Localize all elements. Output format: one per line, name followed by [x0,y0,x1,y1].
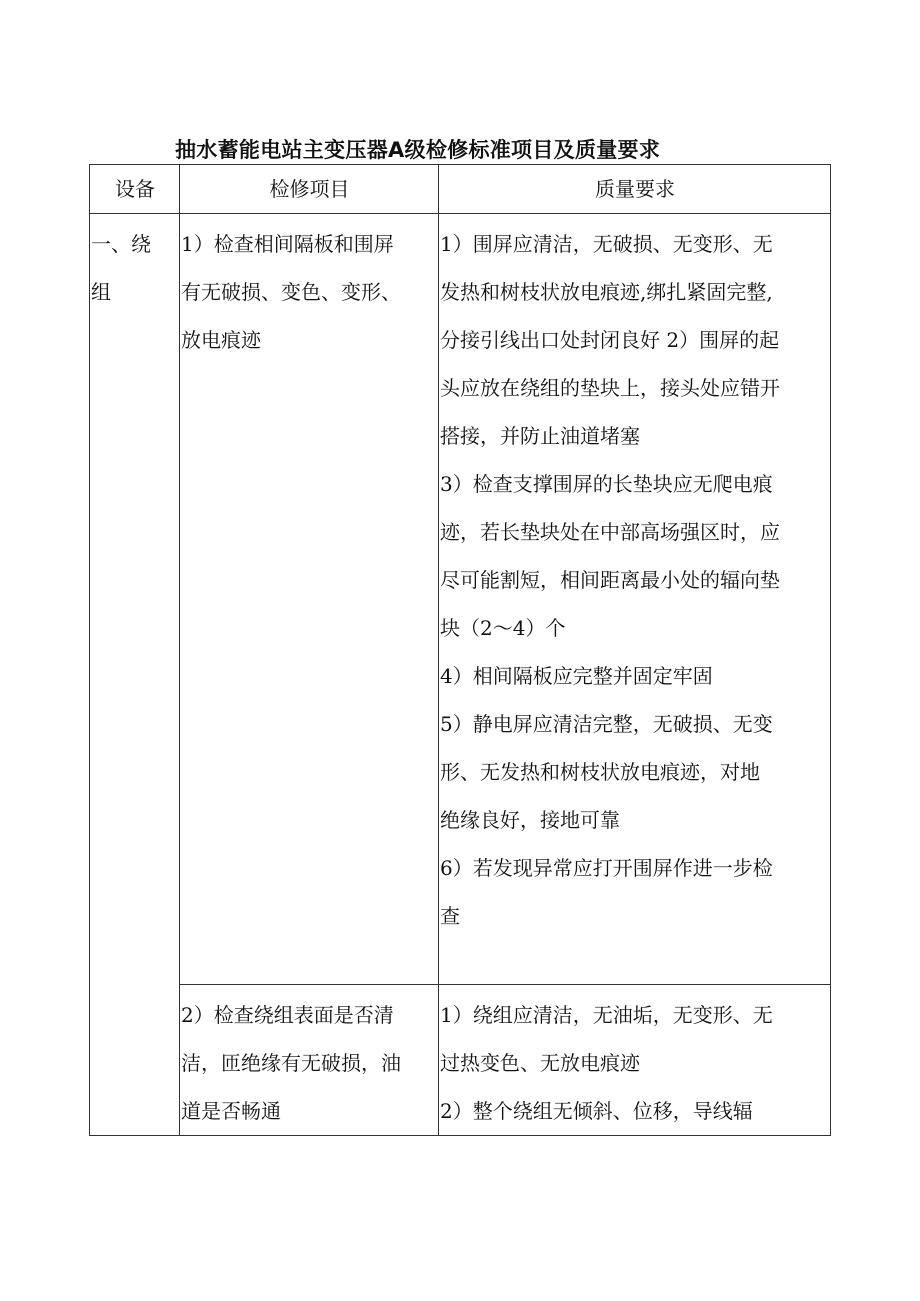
quality-line: 发热和树枝状放电痕迹,绑扎紧固完整, [440,280,773,304]
quality-line: 1）围屏应清洁，无破损、无变形、无 [440,232,773,256]
quality-line: 头应放在绕组的垫块上，接头处应错开 [440,376,780,400]
table-row [90,985,831,1136]
table-row [90,214,831,985]
quality-line: 迹，若长垫块处在中部高场强区时，应 [440,520,780,544]
item-line: 2）检查绕组表面是否清 [181,1003,394,1027]
inspection-item-cell [180,985,439,1136]
item-line: 1）检查相间隔板和围屏 [181,232,394,256]
header-inspection-item: 检修项目 [180,165,439,214]
quality-line: 形、无发热和树枝状放电痕迹，对地 [440,760,760,784]
quality-line: 绝缘良好，接地可靠 [440,808,620,832]
quality-line: 1）绕组应清洁，无油垢，无变形、无 [440,1003,773,1027]
item-line: 洁，匝绝缘有无破损，油 [181,1051,401,1075]
item-line: 有无破损、变色、变形、 [181,280,401,304]
quality-line: 尽可能割短，相间距离最小处的辐向垫 [440,568,780,592]
quality-line: 过热变色、无放电痕迹 [440,1051,640,1075]
document-title: 抽水蓄能电站主变压器A级检修标准项目及质量要求 [175,138,661,162]
quality-line: 6）若发现异常应打开围屏作进一步检 [440,856,773,880]
quality-requirement-cell [439,985,831,1136]
item-line: 道是否畅通 [181,1099,281,1123]
quality-line: 3）检查支撑围屏的长垫块应无爬电痕 [440,472,773,496]
quality-line: 块（2～4）个 [440,616,566,640]
quality-line: 查 [440,904,460,928]
inspection-item-cell [180,214,439,985]
quality-line: 分接引线出口处封闭良好 2）围屏的起 [440,328,780,352]
table-header-row [90,165,831,214]
equipment-line: 组 [91,280,111,304]
quality-line: 搭接，并防止油道堵塞 [440,424,640,448]
quality-line: 2）整个绕组无倾斜、位移，导线辐 [440,1099,753,1123]
equipment-cell [90,214,180,1136]
quality-line: 4）相间隔板应完整并固定牢固 [440,664,713,688]
quality-line: 5）静电屏应清洁完整，无破损、无变 [440,712,773,736]
equipment-line: 一、绕 [91,232,151,256]
header-quality-requirement: 质量要求 [439,165,831,214]
quality-requirement-cell [439,214,831,985]
item-line: 放电痕迹 [181,328,261,352]
header-equipment: 设备 [90,165,180,214]
inspection-standards-table [89,164,831,1136]
